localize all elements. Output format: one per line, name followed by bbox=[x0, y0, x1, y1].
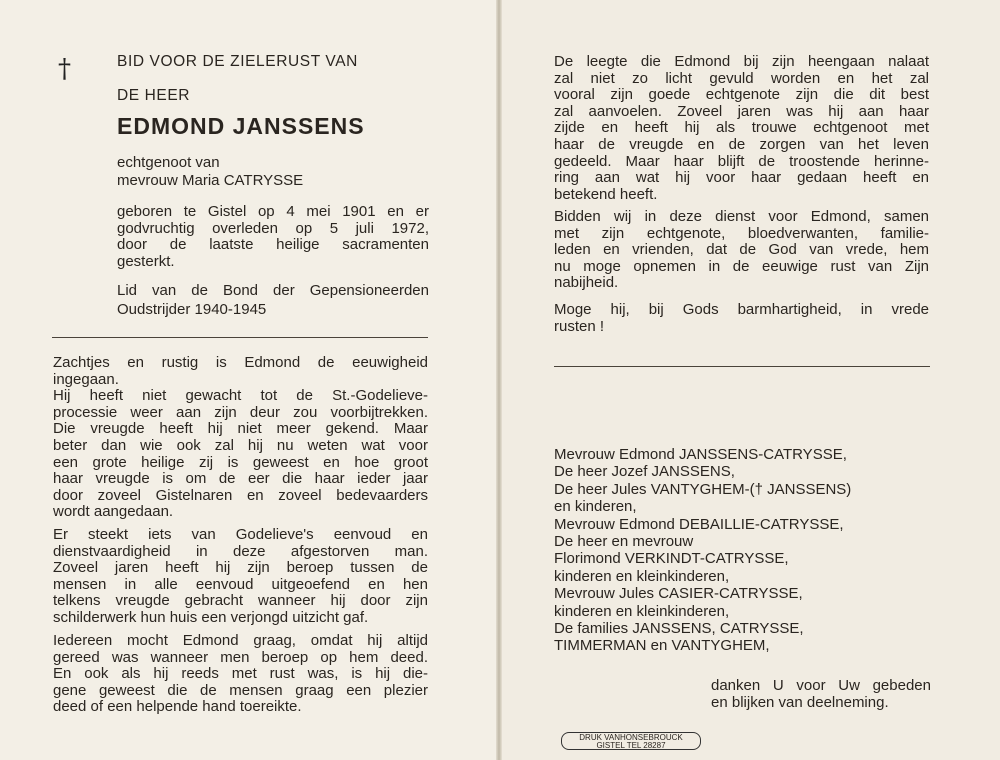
text-line: door de laatste heilige sacramenten bbox=[117, 236, 429, 254]
text-line: haar vreugde is om de eer die haar ieder jaar bbox=[53, 470, 428, 488]
divider-line bbox=[554, 366, 930, 367]
text-line: godvruchtig overleden op 5 juli 1972, bbox=[117, 219, 429, 237]
right-paragraph-3 bbox=[554, 302, 929, 335]
text-line: zijde en heeft hij als trouwe echtgenoot met bbox=[554, 119, 929, 137]
text-line: beter dan wie ook zal hij nu weten wat voor bbox=[53, 436, 428, 454]
left-paragraph-2 bbox=[53, 527, 428, 627]
family-line: De families JANSSENS, CATRYSSE, bbox=[554, 620, 804, 638]
text-line: dienstvaardigheid in deze afgestorven man. bbox=[53, 542, 428, 560]
family-line: Mevrouw Edmond DEBAILLIE-CATRYSSE, bbox=[554, 515, 844, 533]
text-line: met zijn echtgenote, bloedverwanten, familie- bbox=[554, 224, 929, 242]
text-line: ingegaan. bbox=[53, 370, 119, 388]
text-line: zal niet zo licht gevuld worden en het zal bbox=[554, 69, 929, 87]
divider-line bbox=[52, 337, 428, 338]
family-line: kinderen en kleinkinderen, bbox=[554, 602, 730, 620]
printer-address: GISTEL TEL 28287 bbox=[596, 741, 666, 750]
text-line: vooral zijn goede echtgenote zijn die dit best bbox=[554, 86, 929, 104]
closing-thanks bbox=[711, 678, 931, 711]
card-fold bbox=[496, 0, 502, 760]
text-line: door zoveel Gistelnaren en zoveel bedevaarders bbox=[53, 486, 428, 504]
family-line: De heer en mevrouw bbox=[554, 533, 694, 551]
right-paragraph-1 bbox=[554, 54, 929, 203]
spouse-label: echtgenoot van bbox=[117, 154, 220, 171]
text-line: Zoveel jaren heeft hij zijn beroep tussen de bbox=[53, 559, 428, 577]
text-line: nabijheid. bbox=[554, 274, 619, 292]
text-line: Bidden wij in deze dienst voor Edmond, samen bbox=[554, 208, 929, 225]
text-line: mensen in alle eenvoud uitgeoefend en hen bbox=[53, 575, 428, 593]
family-line: TIMMERMAN en VANTYGHEM, bbox=[554, 637, 770, 655]
text-line: Moge hij, bij Gods barmhartigheid, in vrede bbox=[554, 301, 929, 318]
text-line: Zachtjes en rustig is Edmond de eeuwigheid bbox=[53, 354, 428, 371]
text-line: schilderwerk hun huis een verjongd uitzicht gaf. bbox=[53, 608, 369, 626]
family-list bbox=[554, 446, 929, 655]
printer-stamp bbox=[561, 732, 701, 750]
text-line: haar de vreugde en de zorgen van het leven bbox=[554, 135, 929, 153]
prayer-heading: BID VOOR DE ZIELERUST VAN bbox=[117, 53, 358, 70]
text-line: processie weer aan zijn deur zou voorbijtrekken. bbox=[53, 403, 428, 421]
text-line: danken U voor Uw gebeden bbox=[711, 677, 931, 694]
family-line: De heer Jules VANTYGHEM-(† JANSSENS) bbox=[554, 480, 852, 498]
text-line: leden en vrienden, dat de God van vrede, hem bbox=[554, 241, 929, 259]
right-paragraph-2 bbox=[554, 209, 929, 292]
text-line: Hij heeft niet gewacht tot de St.-Godelieve- bbox=[53, 387, 428, 405]
family-line: en kinderen, bbox=[554, 498, 637, 516]
text-line: geboren te Gistel op 4 mei 1901 en er bbox=[117, 203, 429, 220]
birth-death-paragraph bbox=[117, 204, 429, 270]
text-line: betekend heeft. bbox=[554, 185, 658, 203]
text-line: Die vreugde heeft hij niet meer gekend. Maar bbox=[53, 420, 428, 438]
printer-name: DRUK VANHONSEBROUCK bbox=[579, 733, 683, 742]
text-line: En ook als hij reeds met rust was, is hij die- bbox=[53, 665, 428, 683]
text-line: nu moge opnemen in de eeuwige rust van Zijn bbox=[554, 257, 929, 275]
left-paragraph-1 bbox=[53, 355, 428, 521]
text-line: een grote heilige zij is geweest en hoe groot bbox=[53, 453, 428, 471]
family-line: kinderen en kleinkinderen, bbox=[554, 567, 730, 585]
text-line: gedeeld. Maar haar blijft de troostende herinne- bbox=[554, 152, 929, 170]
text-line: wordt aangedaan. bbox=[53, 503, 174, 521]
text-line: gesterkt. bbox=[117, 252, 175, 270]
text-line: rusten ! bbox=[554, 317, 605, 335]
text-line: Er steekt iets van Godelieve's eenvoud en bbox=[53, 526, 428, 543]
left-paragraph-3 bbox=[53, 633, 428, 716]
deceased-name: EDMOND JANSSENS bbox=[117, 113, 365, 139]
family-line: Mevrouw Jules CASIER-CATRYSSE, bbox=[554, 585, 803, 603]
family-line: Florimond VERKINDT-CATRYSSE, bbox=[554, 550, 789, 568]
text-line: telkens vreugde gebracht wanneer hij door zijn bbox=[53, 592, 428, 610]
text-line: Lid van de Bond der Gepensioneerden bbox=[117, 282, 429, 299]
cross-icon: † bbox=[58, 54, 71, 84]
membership-paragraph bbox=[117, 283, 429, 318]
text-line: ring aan wat hij voor haar gedaan heeft en bbox=[554, 169, 929, 187]
text-line: en blijken van deelneming. bbox=[711, 693, 889, 711]
text-line: deed of een helpende hand toereikte. bbox=[53, 698, 302, 716]
family-line: Mevrouw Edmond JANSSENS-CATRYSSE, bbox=[554, 446, 847, 463]
text-line: Iedereen mocht Edmond graag, omdat hij altijd bbox=[53, 632, 428, 649]
text-line: Oudstrijder 1940-1945 bbox=[117, 300, 267, 318]
text-line: gereed was wanneer men beroep op hem deed. bbox=[53, 648, 428, 666]
text-line: gene geweest die de mensen graag een plezier bbox=[53, 681, 428, 699]
text-line: De leegte die Edmond bij zijn heengaan nalaat bbox=[554, 53, 929, 70]
title-prefix: DE HEER bbox=[117, 87, 191, 104]
text-line: zal aanvoelen. Zoveel jaren was hij aan haar bbox=[554, 102, 929, 120]
family-line: De heer Jozef JANSSENS, bbox=[554, 463, 735, 481]
spouse-name: mevrouw Maria CATRYSSE bbox=[117, 172, 304, 189]
